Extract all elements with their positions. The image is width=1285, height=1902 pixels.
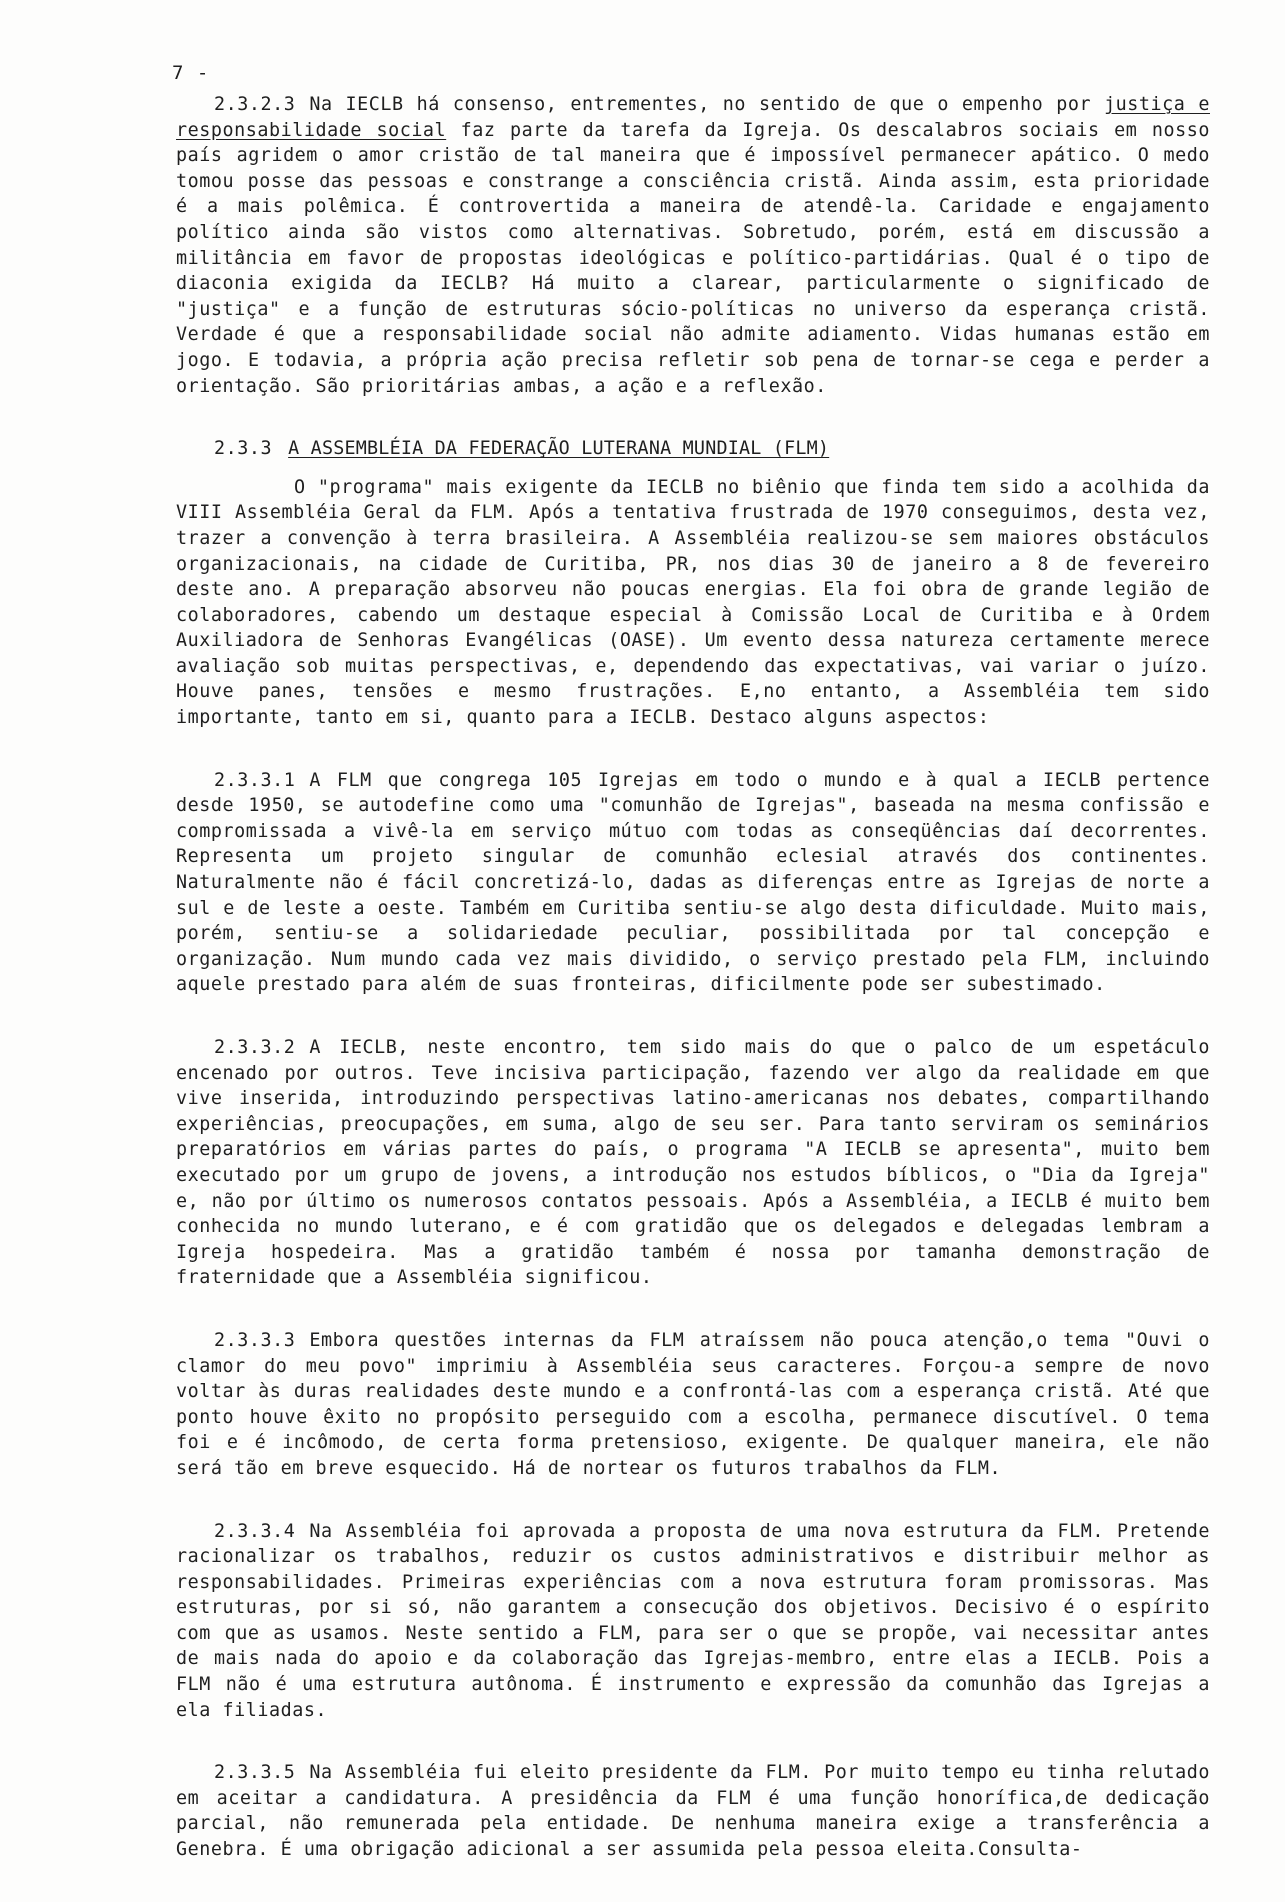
paragraph-2-3-3-3 [176,1328,1210,1482]
paragraph-2-3-3-4 [176,1519,1210,1724]
paragraph-number: 2.3.3.2 [214,1037,296,1058]
paragraph-number: 2.3.3.3 [214,1329,296,1351]
paragraph-2-3-3-5 [176,1760,1210,1862]
paragraph-number: 2.3.3.4 [214,1520,296,1542]
section-number: 2.3.3 [214,438,273,460]
paragraph-number: 2.3.2.3 [214,94,296,115]
paragraph-lead: Na IECLB há consenso, entrementes, no sentido de que o empenho por [309,94,1105,115]
paragraph-text: A FLM que congrega 105 Igrejas em todo o mundo e à qual a IECLB pertence desde 1950, se autodefine como uma "comunhão de Igrejas", baseada na mesma confissão e compromissada a vivê-la em serviço mútuo com todas as conseqüências daí decorrentes. Representa um projeto singular de comunhão eclesial através dos continentes. Naturalmente não é fácil concretizá-lo, dadas as diferenças entre as Igrejas de norte a sul e de leste a oeste. Também em Curitiba sentiu-se algo desta dificuldade. Muito mais, porém, sentiu-se a solidariedade peculiar, possibilitada por tal concepção e organização. Num mundo cada vez mais dividido, o serviço prestado pela FLM, incluindo aquele prestado para além de suas fronteiras, dificilmente pode ser subestimado. [176,769,1210,996]
paragraph-number: 2.3.3.1 [214,769,296,791]
paragraph-2-3-3-2 [176,1035,1210,1291]
paragraph-2-3-2-3 [176,92,1210,399]
paragraph-text: Embora questões internas da FLM atraíssem não pouca atenção,o tema "Ouvi o clamor do meu povo" imprimiu à Assembléia seus caracteres. Forçou-a sempre de novo voltar às duras realidades deste mundo e a confrontá-las com a esperança cristã. Até que ponto houve êxito no propósito perseguido com a escolha, permanece discutível. O tema foi e é incômodo, de certa forma pretensioso, exigente. De qualquer maneira, ele não será tão em breve esquecido. Há de nortear os futuros trabalhos da FLM. [176,1329,1210,1479]
paragraph-text: faz parte da tarefa da Igreja. Os descalabros sociais em nosso país agridem o amor cristão de tal maneira que é impossível permanecer apático. O medo tomou posse das pessoas e constrange a consciência cristã. Ainda assim, esta prioridade é a mais polêmica. É controvertida a maneira de atendê-la. Caridade e engajamento político ainda são vistos como alternativas. Sobretudo, porém, está em discussão a militância em favor de propostas ideológicas e político-partidárias. Qual é o tipo de diaconia exigida da IECLB? Há muito a clarear, particularmente o significado de "justiça" e a função de estruturas sócio-políticas no universo da esperança cristã. Verdade é que a responsabilidade social não admite adiamento. Vidas humanas estão em jogo. E todavia, a própria ação precisa refletir sob pena de tornar-se cega e perder a orientação. São prioritárias ambas, a ação e a reflexão. [176,119,1210,397]
document-body [176,92,1210,1900]
section-title: A ASSEMBLÉIA DA FEDERAÇÃO LUTERANA MUNDIAL (FLM) [288,438,830,460]
underlined-phrase: justiça e responsabilidade social [176,94,1210,141]
paragraph-2-3-3-1 [176,768,1210,998]
paragraph-number: 2.3.3.5 [214,1762,296,1784]
paragraph-text: Na Assembléia foi aprovada a proposta de uma nova estrutura da FLM. Pretende racionalizar os trabalhos, reduzir os custos administrativos e distribuir melhor as responsabilidades. Primeiras experiências com a nova estrutura foram promissoras. Mas estruturas, por si só, não garantem a consecução dos objetivos. Decisivo é o espírito com que as usamos. Neste sentido a FLM, para ser o que se propõe, vai necessitar antes de mais nada do apoio e da colaboração das Igrejas-membro, entre elas a IECLB. Pois a FLM não é uma estrutura autônoma. É instrumento e expressão da comunhão das Igrejas a ela filiadas. [176,1520,1210,1721]
page-number: 7 - [172,62,210,84]
paragraph-text: Na Assembléia fui eleito presidente da FLM. Por muito tempo eu tinha relutado em aceitar a candidatura. A presidência da FLM é uma função honorífica,de dedicação parcial, não remunerada pela entidade. De nenhuma maneira exige a transferência a Genebra. É uma obrigação adicional a ser assumida pela pessoa eleita.Consulta- [176,1762,1210,1861]
section-heading [176,436,1210,462]
section-intro-paragraph: O "programa" mais exigente da IECLB no biênio que finda tem sido a acolhida da VIII Assembléia Geral da FLM. Após a tentativa frustrada de 1970 conseguimos, desta vez, trazer a convenção à terra brasileira. A Assembléia realizou-se sem maiores obstáculos organizacionais, na cidade de Curitiba, PR, nos dias 30 de janeiro a 8 de fevereiro deste ano. A preparação absorveu não poucas energias. Ela foi obra de grande legião de colaboradores, cabendo um destaque especial à Comissão Local de Curitiba e à Ordem Auxiliadora de Senhoras Evangélicas (OASE). Um evento dessa natureza certamente merece avaliação sob muitas perspectivas, e, dependendo das expectativas, vai variar o juízo. Houve panes, tensões e mesmo frustrações. E,no entanto, a Assembléia tem sido importante, tanto em si, quanto para a IECLB. Destaco alguns aspectos: [176,476,1210,729]
paragraph-text: A IECLB, neste encontro, tem sido mais do que o palco de um espetáculo encenado por outros. Teve incisiva participação, fazendo ver algo da realidade em que vive inserida, introduzindo perspectivas latino-americanas nos debates, compartilhando experiências, preocupações, em suma, algo de seu ser. Para tanto serviram os seminários preparatórios em várias partes do país, o programa "A IECLB se apresenta", muito bem executado por um grupo de jovens, a introdução nos estudos bíblicos, o "Dia da Igreja" e, não por último os numerosos contatos pessoais. Após a Assembléia, a IECLB é muito bem conhecida no mundo luterano, e é com gratidão que os delegados e delegadas lembram a Igreja hospedeira. Mas a gratidão também é nossa por tamanha demonstração de fraternidade que a Assembléia significou. [176,1037,1210,1289]
